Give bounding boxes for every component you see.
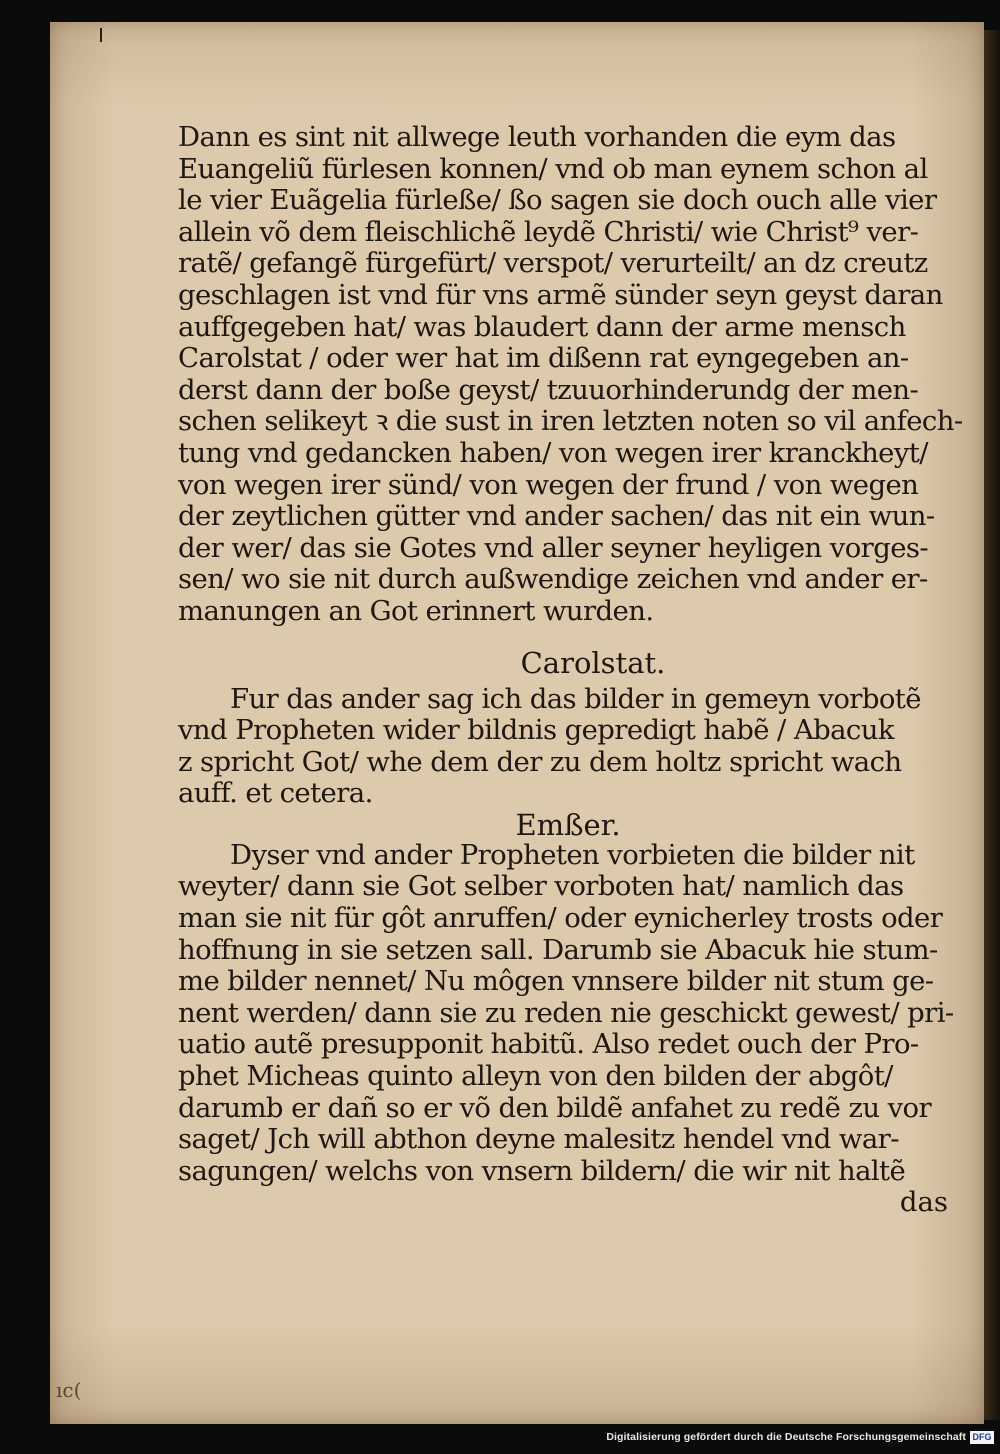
page-edge	[984, 30, 1000, 1420]
text-line: hoffnung in sie setzen sall. Darumb sie Abacuk hie stum-	[178, 933, 938, 966]
text-line: z spricht Got/ whe dem der zu dem holtz spricht wach	[178, 745, 902, 778]
top-margin-mark	[100, 28, 108, 42]
margin-mark: ıc(	[56, 1378, 82, 1402]
page-text-block	[178, 121, 963, 1219]
text-line: weyter/ dann sie Got selber vorboten hat/ namlich das	[178, 870, 904, 903]
text-line: vnd Propheten wider bildnis gepredigt habẽ / Abacuk	[178, 714, 894, 747]
text-line: saget/ Jch will abthon deyne malesitz hendel vnd war-	[178, 1123, 899, 1156]
text-line: geschlagen ist vnd für vns armẽ sünder seyn geyst daran	[178, 278, 943, 311]
paragraph-1	[178, 121, 963, 628]
text-line: ratẽ/ gefangẽ fürgefürt/ verspot/ verurteilt/ an dz creutz	[178, 247, 928, 280]
text-line: allein võ dem fleischlichẽ leydẽ Christi/ wie Christ⁹ ver-	[178, 215, 919, 248]
text-line: tung vnd gedancken haben/ von wegen irer kranckheyt/	[178, 436, 928, 469]
text-line: manungen an Got erinnert wurden.	[178, 594, 654, 627]
text-line: schen selikeyt ꝛ die sust in iren letzten noten so vil anfech-	[178, 405, 963, 438]
catchword: das	[899, 1186, 948, 1219]
text-line: der zeytlichen gütter vnd ander sachen/ das nit ein wun-	[178, 500, 935, 533]
text-line: le vier Euãgelia fürleße/ ßo sagen sie doch ouch alle vier	[178, 184, 937, 217]
text-line: Dann es sint nit allwege leuth vorhanden die eym das	[178, 121, 896, 153]
text-line: me bilder nennet/ Nu môgen vnnsere bilder nit stum ge-	[178, 965, 934, 998]
text-line: derst dann der boße geyst/ tzuuorhinderundg der men-	[178, 373, 919, 406]
text-line: Dyser vnd ander Propheten vorbieten die bilder nit	[230, 838, 915, 871]
text-line: sagungen/ welchs von vnsern bildern/ die wir nit haltẽ	[178, 1154, 906, 1187]
text-line: darumb er dañ so er võ den bildẽ anfahet zu redẽ zu vor	[178, 1091, 932, 1124]
section-heading-emsser: Emßer.	[515, 807, 621, 842]
section-heading-carolstat: Carolstat.	[520, 645, 666, 680]
text-line: uatio autẽ presupponit habitũ. Also redet ouch der Pro-	[178, 1028, 919, 1061]
paragraph-3	[178, 838, 954, 1188]
dfg-logo: DFG	[970, 1431, 994, 1444]
text-line: auffgegeben hat/ was blaudert dann der arme mensch	[178, 310, 906, 343]
digitization-credit: Digitalisierung gefördert durch die Deutsche Forschungsgemeinschaft	[606, 1431, 966, 1443]
text-line: Euangeliũ fürlesen konnen/ vnd ob man eynem schon al	[178, 152, 928, 185]
text-line: man sie nit für gôt anruffen/ oder eynicherley trosts oder	[178, 902, 943, 935]
text-line: phet Micheas quinto alleyn von den bilden der abgôt/	[178, 1060, 893, 1093]
text-line: nent werden/ dann sie zu reden nie geschickt gewest/ pri-	[178, 996, 954, 1029]
text-line: sen/ wo sie nit durch außwendige zeichen vnd ander er-	[178, 563, 928, 596]
paragraph-2	[178, 684, 948, 810]
text-line: der wer/ das sie Gotes vnd aller seyner heyligen vorges-	[178, 531, 929, 564]
text-line: Fur das ander sag ich das bilder in gemeyn vorbotẽ	[230, 682, 921, 715]
text-line: von wegen irer sünd/ von wegen der frund / von wegen	[178, 468, 919, 501]
text-line: auff. et cetera.	[178, 777, 373, 810]
text-line: Carolstat / oder wer hat im dißenn rat eyngegeben an-	[178, 342, 909, 375]
